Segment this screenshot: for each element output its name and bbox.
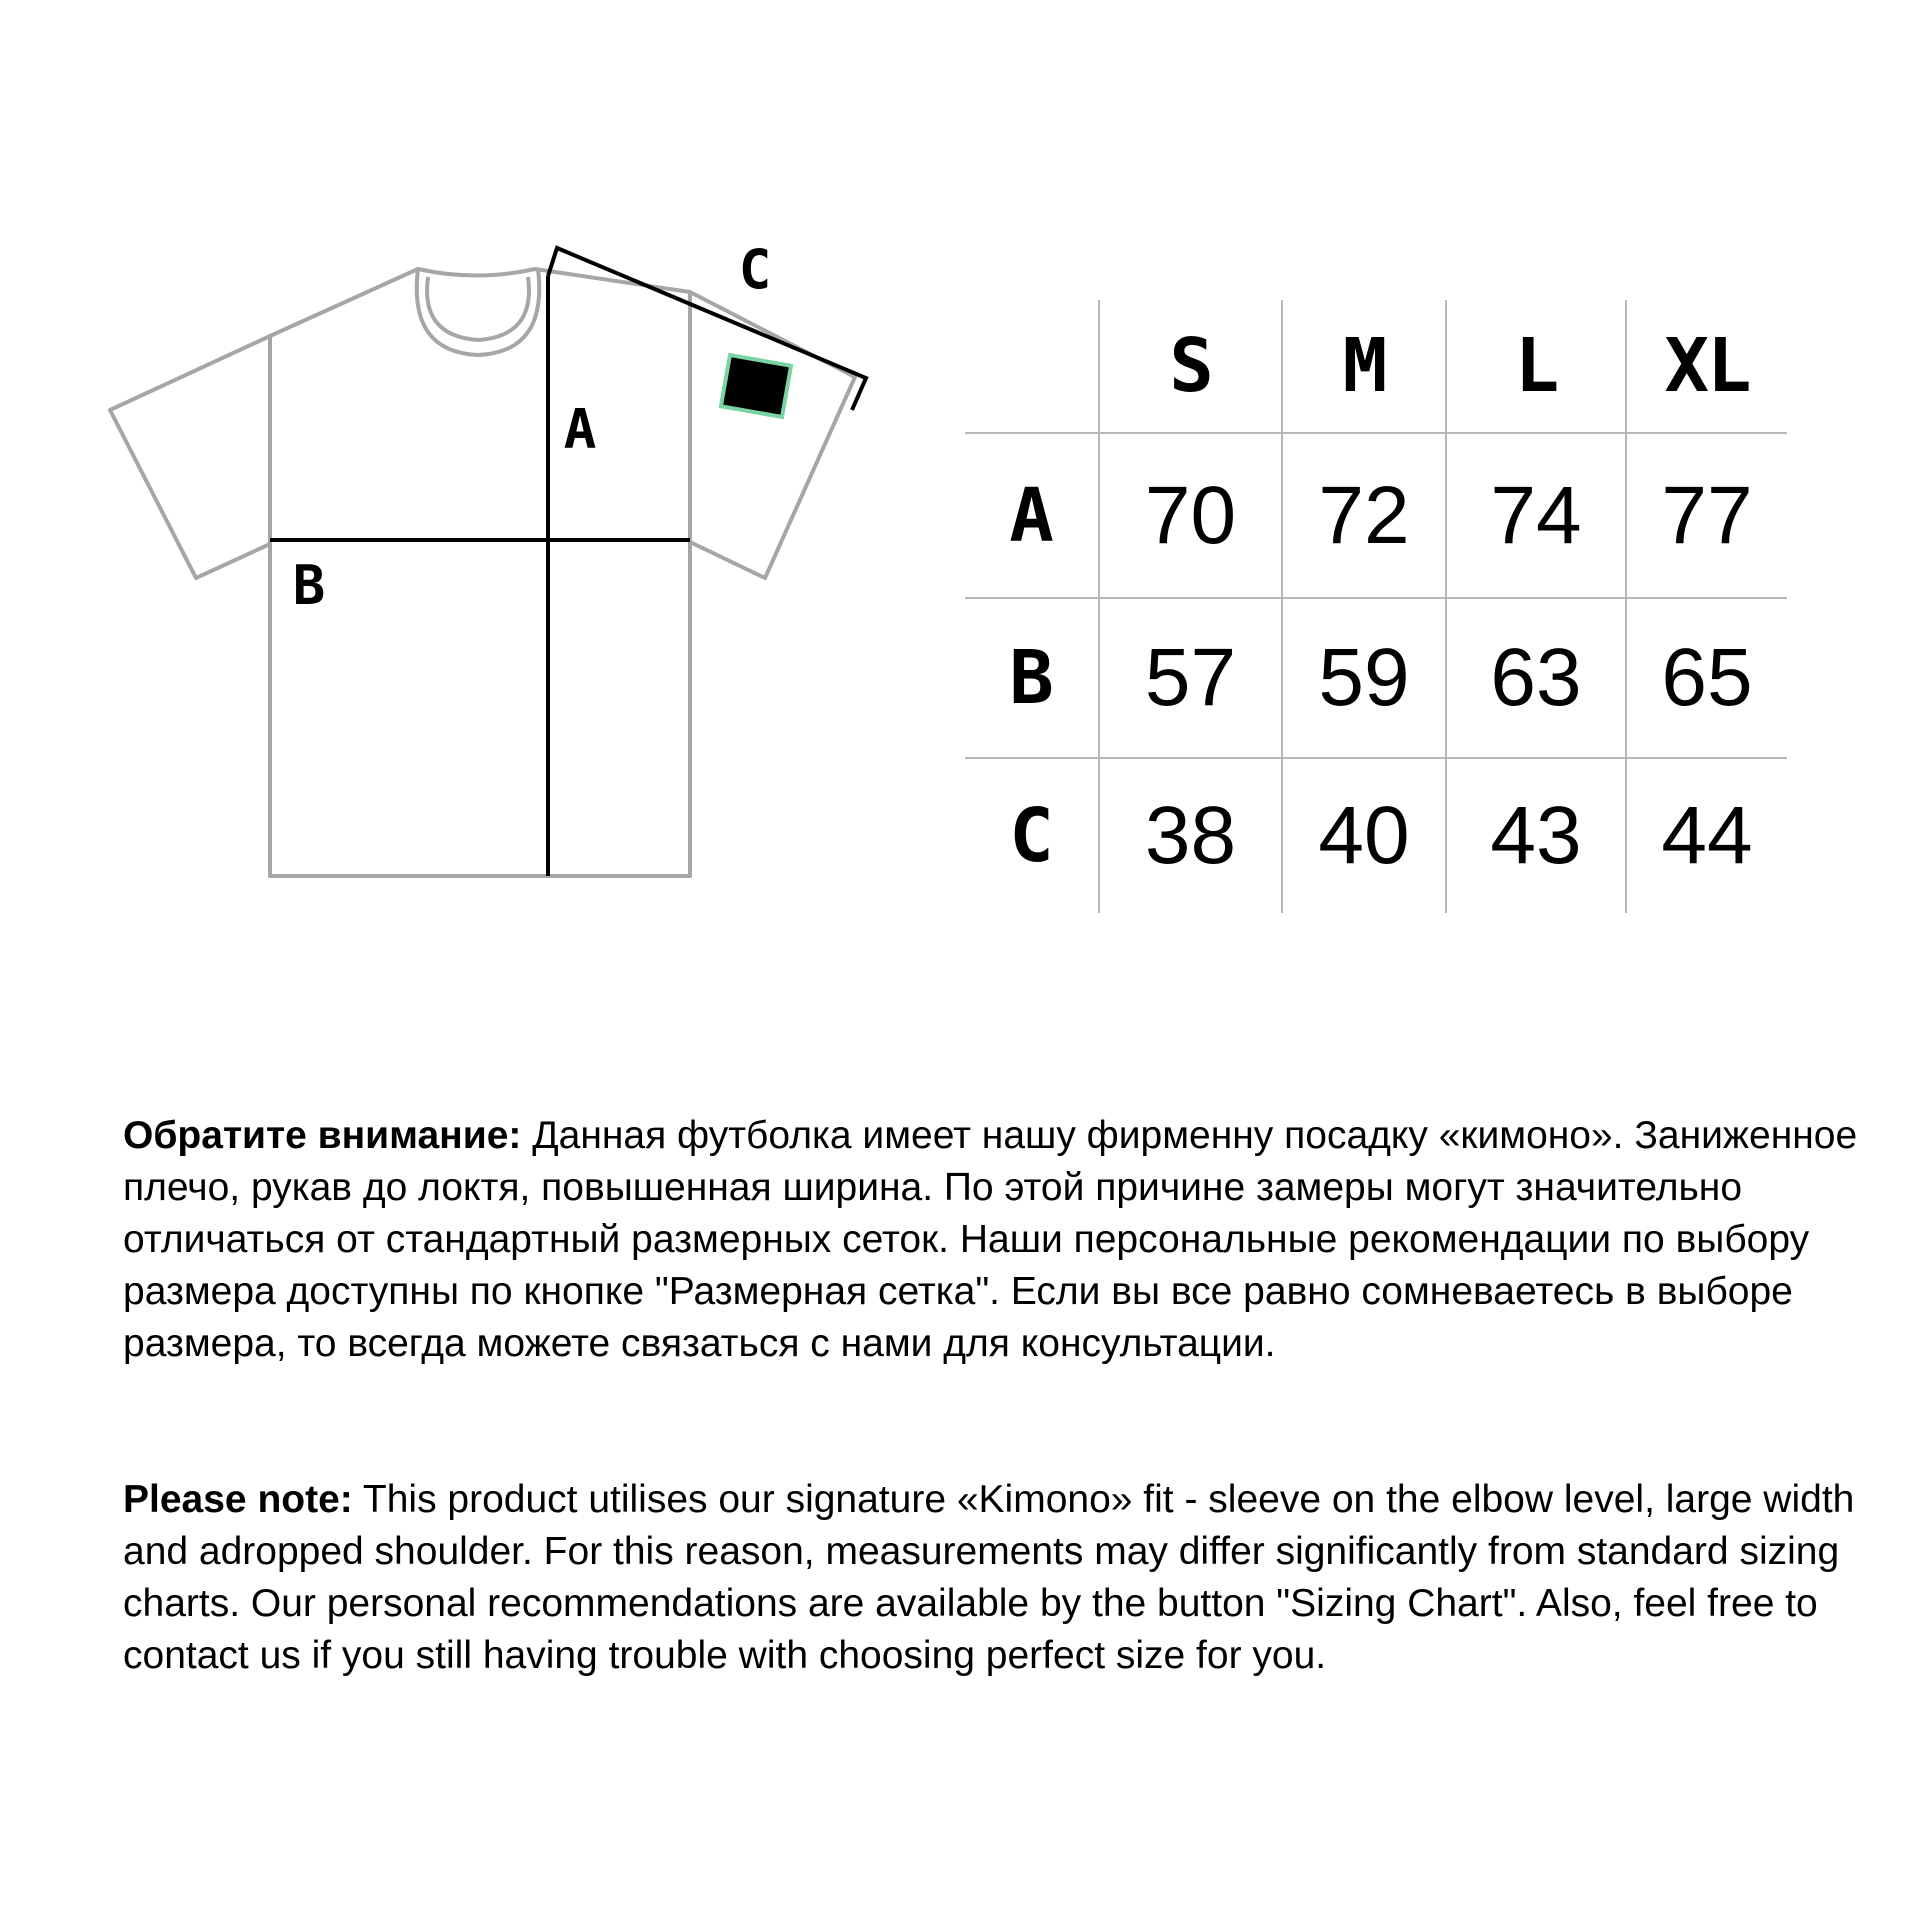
label-b: B (292, 554, 326, 617)
label-a: A (563, 398, 597, 461)
size-header-row (965, 300, 1787, 433)
label-c: C (738, 238, 772, 301)
table-row-c (965, 758, 1787, 913)
tag-icon (721, 355, 791, 417)
cell-c-l: 43 (1446, 758, 1626, 913)
note-ru (123, 1110, 1883, 1370)
size-header-l: L (1446, 300, 1626, 433)
row-label-c: C (1009, 793, 1054, 879)
cell-c-xl: 44 (1626, 758, 1787, 913)
measure-lines (270, 248, 866, 876)
cell-a-l: 74 (1446, 433, 1626, 598)
cell-b-xl: 65 (1626, 598, 1787, 758)
row-label-b: B (965, 598, 1099, 758)
cell-a-xl: 77 (1626, 433, 1787, 598)
table-row-a (965, 433, 1787, 598)
measure-c-line (548, 248, 866, 410)
corner-cell (965, 300, 1099, 433)
cell-b-l: 63 (1446, 598, 1626, 758)
size-header-s: S (1099, 300, 1282, 433)
note-en (123, 1474, 1883, 1682)
cell-b-s: 57 (1099, 598, 1282, 758)
size-header-m: M (1282, 300, 1446, 433)
row-label-a: A (965, 433, 1099, 598)
cell-a-s: 70 (1099, 433, 1282, 598)
cell-c-m: 40 (1282, 758, 1446, 913)
cell-a-m: 72 (1282, 433, 1446, 598)
note-en-heading: Please note: (123, 1478, 353, 1521)
size-header-xl: XL (1626, 300, 1787, 433)
size-table (965, 300, 1787, 913)
cell-b-m: 59 (1282, 598, 1446, 758)
note-en-body: This product utilises our signature «Kimono» fit - sleeve on the elbow level, large width and adropped shoulder. For this reason, measurements may differ significantly from standard sizing charts. Our personal recommendations are available by the button "Sizing Chart". Also, feel free to contact us if you still having trouble with choosing perfect size for you. (123, 1478, 1855, 1677)
note-ru-heading: Обратите внимание: (123, 1114, 522, 1157)
cell-c-s: 38 (1099, 758, 1282, 913)
note-ru-body: Данная футболка имеет нашу фирменну посадку «кимоно». Заниженное плечо, рукав до локтя, повышенная ширина. По этой причине замеры могут значительно отличаться от стандартный размерных сеток. Наши персональные рекомендации по выбору размера доступны по кнопке "Размерная сетка". Если вы все равно сомневаетесь в выборе размера, то всегда можете связаться с нами для консультации. (123, 1114, 1858, 1365)
table-row-b (965, 598, 1787, 758)
